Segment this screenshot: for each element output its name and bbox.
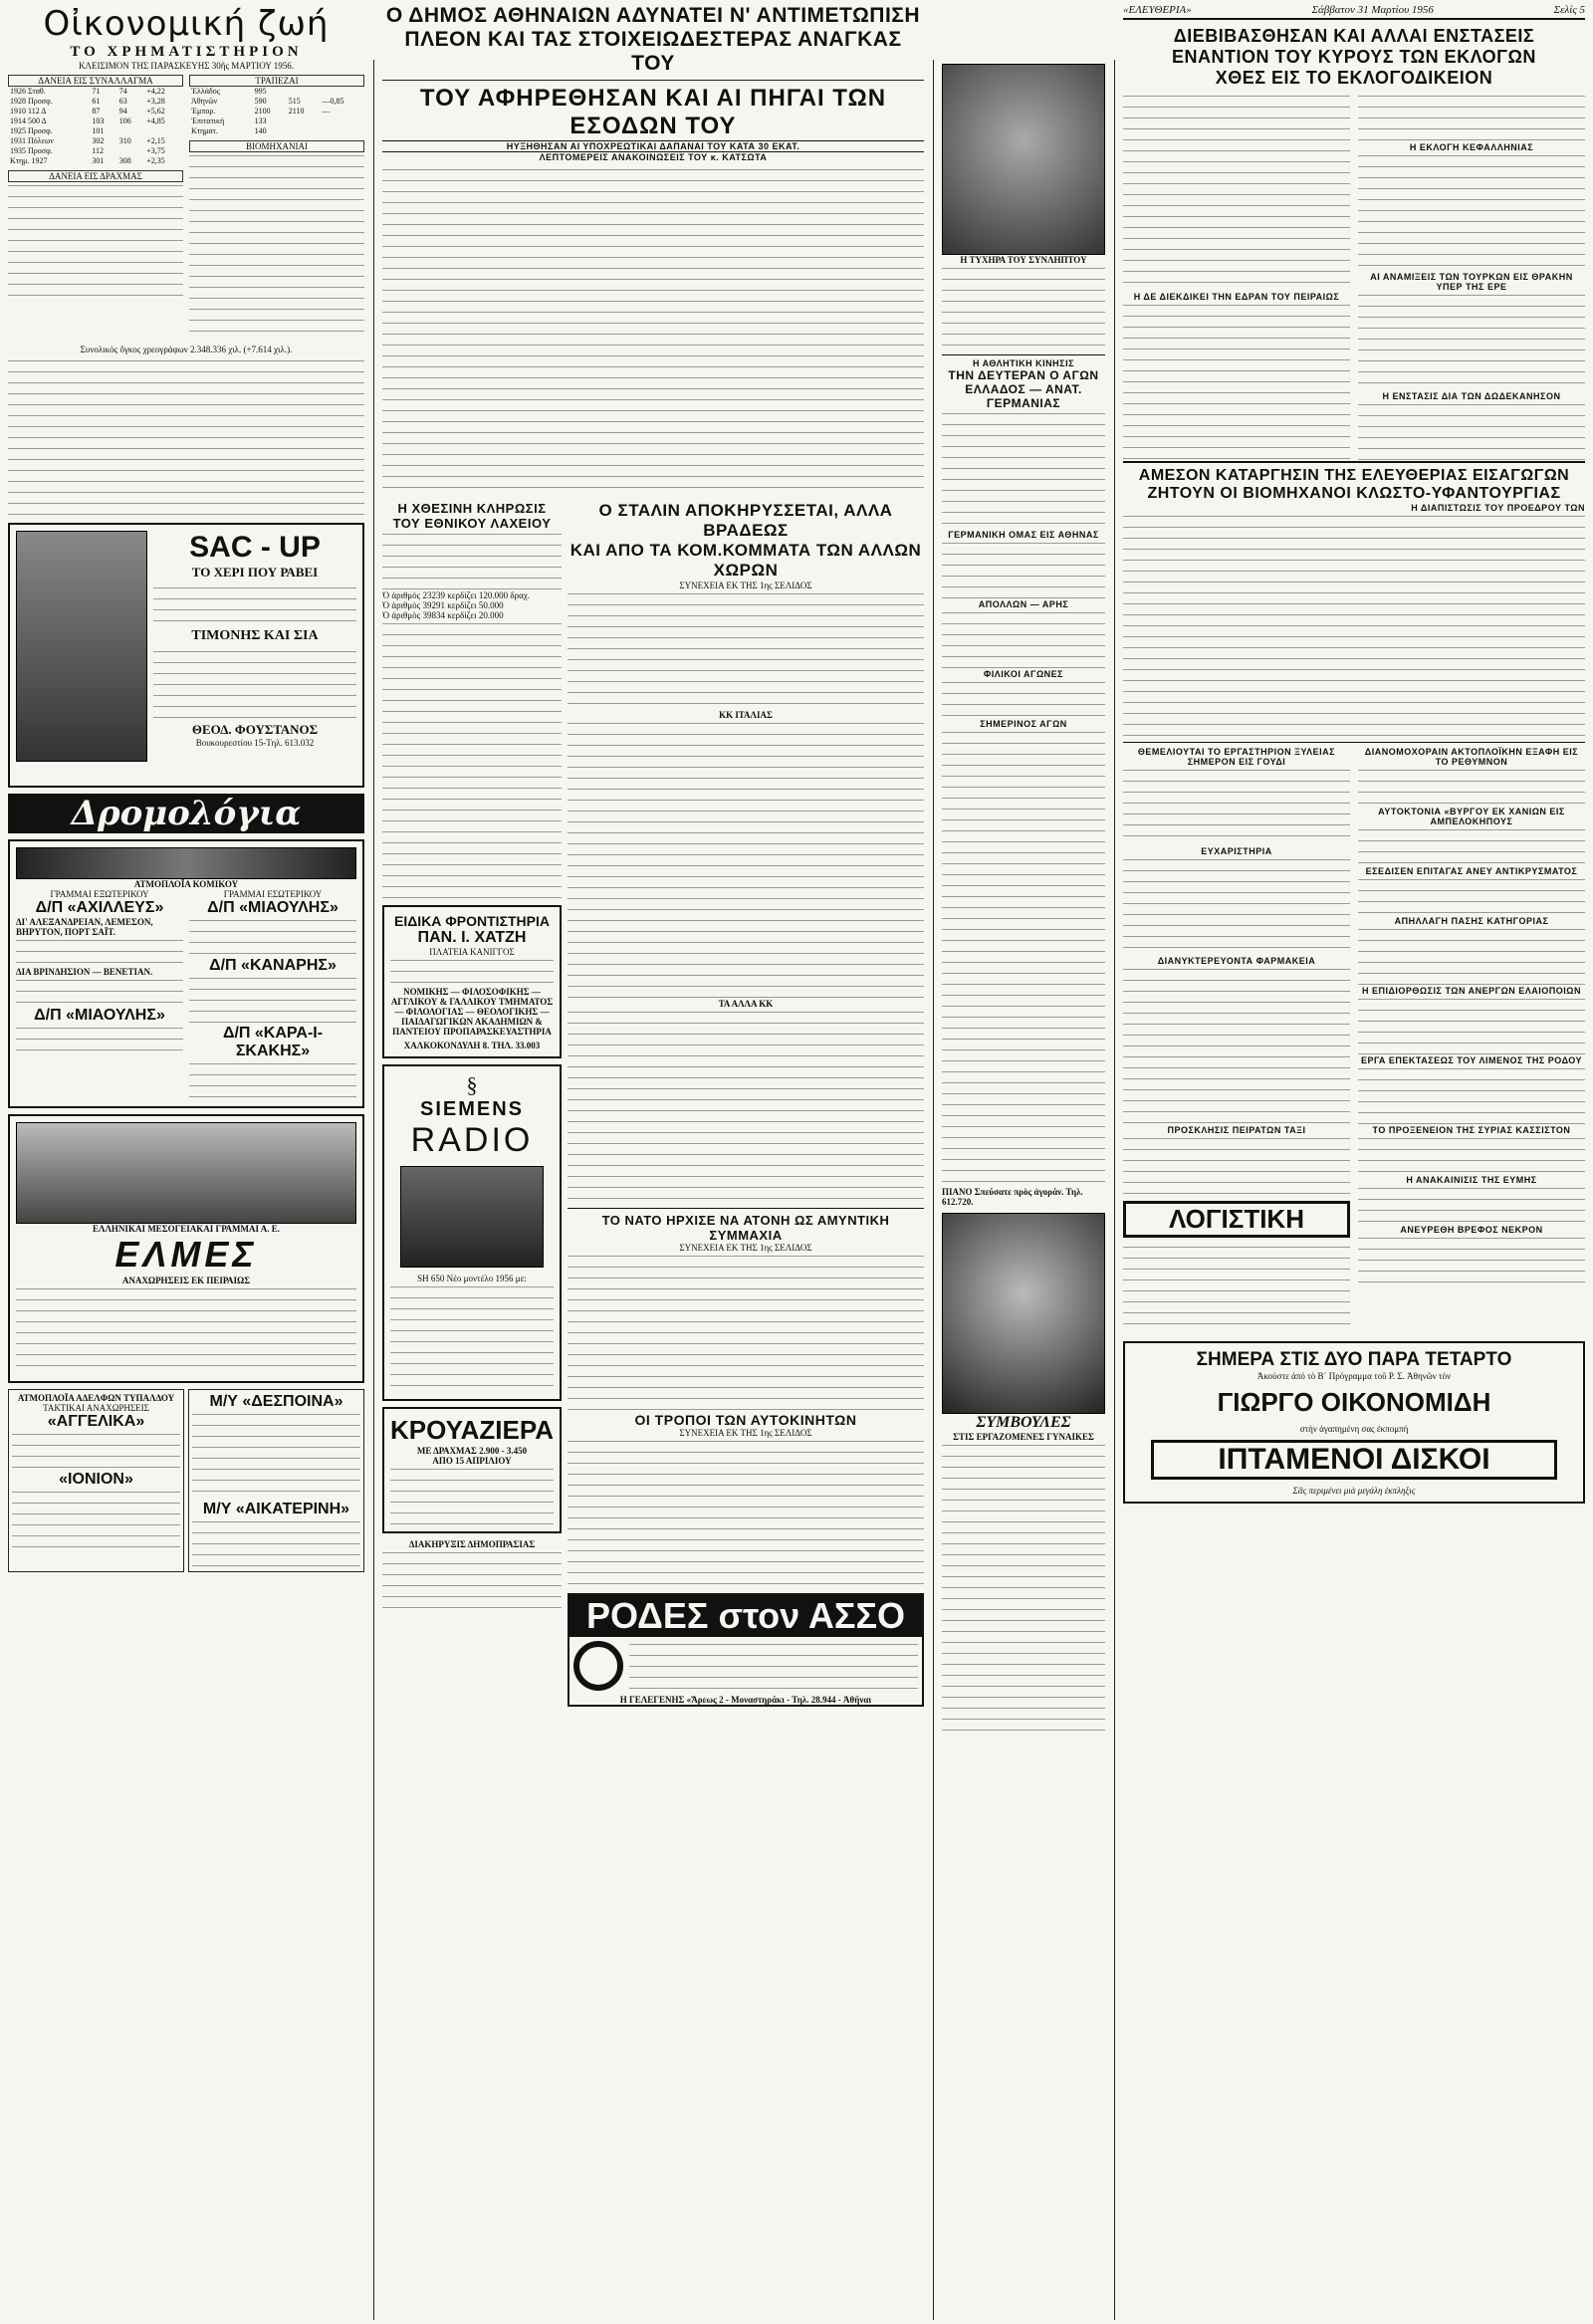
crete: ΔΙΑΝΟΜΟΧΟΡΑΙΝ ΑΚΤΟΠΛΟΪΚΗΝ ΕΞΑΦΗ ΕΙΣ ΤΟ ΡΕΘΥΜΝΟΝ — [1364, 747, 1579, 767]
table-cell: Ἐπιτατική — [191, 116, 225, 125]
drachma-title: ΔΑΝΕΙΑ ΕΙΣ ΔΡΑΧΜΑΣ — [8, 170, 183, 182]
kk-italy: ΚΚ ΙΤΑΛΙΑΣ — [719, 710, 773, 720]
kk-other: ΤΑ ΑΛΛΑ ΚΚ — [718, 999, 774, 1009]
elections-headline-1: ΔΙΕΒΙΒΑΣΘΗΣΑΝ ΚΑΙ ΑΛΛΑΙ ΕΝΣΤΑΣΕΙΣ — [1173, 26, 1535, 46]
table-cell: 995 — [254, 87, 267, 96]
advice-title: ΣΥΜΒΟΥΛΕΣ — [976, 1414, 1071, 1431]
table-cell: Κτημ. 1927 — [10, 156, 48, 165]
elmes-title: ΕΛΜΕΣ — [114, 1234, 258, 1275]
table-cell: 1914 500 Δ — [10, 116, 47, 125]
komikou-title: ΑΤΜΟΠΛΟΪΑ ΚΟΜΙΚΟΥ — [133, 879, 239, 889]
piano-ad: ΠΙΑΝΟ Σπεύσατε πρὸς ἀγοράν. Τηλ. 612.720. — [942, 1187, 1083, 1207]
table-cell: 1925 Προσφ. — [10, 126, 53, 135]
table-cell: 74 — [118, 87, 127, 96]
table-row — [189, 87, 364, 97]
komikou-ad — [8, 839, 364, 1108]
table-cell: 103 — [92, 116, 105, 125]
turks: ΑΙ ΑΝΑΜΙΞΕΙΣ ΤΩΝ ΤΟΥΡΚΩΝ ΕΙΣ ΘΡΑΚΗΝ ΥΠΕΡ ΤΗΣ ΕΡΕ — [1370, 272, 1573, 292]
table-cell: Κτηματ. — [191, 126, 218, 135]
ship-image — [16, 847, 356, 879]
page-number: Σελίς 5 — [1553, 4, 1585, 16]
table-cell: 94 — [118, 107, 127, 116]
apollon-match: ΑΠΟΛΛΩΝ — ΑΡΗΣ — [978, 599, 1069, 609]
automotive: ΑΥΤΟΚΤΟΝΙΑ «ΒΥΡΓΟΥ ΕΚ ΧΑΝΙΩΝ ΕΙΣ ΑΜΠΕΛΟΚΗΠΟΥΣ — [1378, 807, 1565, 826]
stalin-headline-1: Ο ΣΤΑΛΙΝ ΑΠΟΚΗΡΥΣΣΕΤΑΙ, ΑΛΛΑ ΒΡΑΔΕΩΣ — [598, 501, 893, 540]
main-kicker: ΛΕΠΤΟΜΕΡΕΙΣ ΑΝΑΚΟΙΝΩΣΕΙΣ ΤΟΥ κ. ΚΑΤΣΩΤΑ — [539, 152, 768, 162]
table-cell: 590 — [254, 97, 267, 106]
table-cell — [117, 146, 144, 156]
table-cell: +3,75 — [146, 146, 165, 155]
table-row — [189, 116, 364, 126]
sacup-ad — [8, 523, 364, 788]
census: ΘΕΜΕΛΙΟΥΤΑΙ ΤΟ ΕΡΓΑΣΤΗΡΙΟΝ ΞΥΛΕΙΑΣ ΣΗΜΕΡΟΝ ΕΙΣ ΓΟΥΔΙ — [1137, 747, 1336, 767]
frontistiria-ad — [382, 905, 562, 1058]
piraeus-taxi: ΠΡΟΣΚΛΗΣΙΣ ΠΕΙΡΑΤΩΝ ΤΑΞΙ — [1167, 1125, 1306, 1135]
table-cell — [321, 126, 365, 136]
radio-show-ad — [1123, 1341, 1585, 1504]
table-cell — [287, 116, 321, 126]
logistiki-title: ΛΟΓΙΣΤΙΚΗ — [1123, 1201, 1350, 1238]
table-row — [8, 126, 183, 136]
economidis: ΓΙΩΡΓΟ ΟΙΚΟΝΟΜΙΔΗ — [1217, 1387, 1491, 1417]
sacup-subtitle: ΤΟ ΧΕΡΙ ΠΟΥ ΡΑΒΕΙ — [191, 565, 319, 580]
table-cell: Ἑλλάδος — [191, 87, 220, 96]
table-cell: 1931 Πόλεων — [10, 136, 54, 145]
table-row — [189, 126, 364, 136]
table-cell: —0,85 — [322, 97, 344, 106]
table-cell: 71 — [92, 87, 101, 96]
krouaziera-ad — [382, 1407, 562, 1533]
schedules-header: Δρομολόγια — [8, 794, 364, 833]
sacup-title: SAC - UP — [189, 531, 321, 564]
krouaziera-title: ΚΡΟΥΑΖΙΕΡΑ — [390, 1415, 555, 1445]
man-portrait — [942, 1213, 1105, 1414]
table-row — [8, 87, 183, 97]
economy-subtitle: ΤΟ ΧΡΗΜΑΤΙΣΤΗΡΙΟΝ — [70, 44, 303, 60]
table-cell — [321, 87, 365, 97]
table-cell: +5,62 — [146, 107, 165, 116]
table-cell: 301 — [92, 156, 105, 165]
german-boxers: ΓΕΡΜΑΝΙΚΗ ΟΜΑΣ ΕΙΣ ΑΘΗΝΑΣ — [948, 530, 1099, 540]
main-headline-2: ΠΛΕΟΝ ΚΑΙ ΤΑΣ ΣΤΟΙΧΕΙΩΔΕΣΤΕΡΑΣ ΑΝΑΓΚΑΣ ΤΟΥ — [404, 28, 902, 75]
table-cell: 1935 Προσφ. — [10, 146, 53, 155]
industry-headline-2: ΖΗΤΟΥΝ ΟΙ ΒΙΟΜΗΧΑΝΟΙ ΚΛΩΣΤΟ-ΥΦΑΝΤΟΥΡΓΙΑΣ — [1147, 485, 1561, 502]
pireus-ere: Η ΔΕ ΔΙΕΚΔΙΚΕΙ ΤΗΝ ΕΔΡΑΝ ΤΟΥ ΠΕΙΡΑΙΩΣ — [1133, 292, 1340, 302]
column-right — [1115, 0, 1593, 1513]
rhodes-ad — [568, 1593, 924, 1707]
flying-disks: ΙΠΤΑΜΕΝΟΙ ΔΙΣΚΟΙ — [1151, 1440, 1557, 1480]
ship-miaoulis: Δ/Π «ΜΙΑΟΥΛΗΣ» — [34, 1007, 165, 1024]
table-cell — [117, 126, 144, 136]
stalin-headline-2: ΚΑΙ ΑΠΟ ΤΑ ΚΟΜ.ΚΟΜΜΑΤΑ ΤΩΝ ΑΛΛΩΝ ΧΩΡΩΝ — [569, 541, 922, 580]
lottery-draw: Ὁ ἀριθμὸς 39291 κερδίζει 50.000 — [382, 600, 504, 610]
sacup-owner: ΘΕΟΔ. ΦΟΥΣΤΑΝΟΣ — [191, 722, 319, 737]
table-cell: 63 — [118, 97, 127, 106]
stalin-continued: ΣΥΝΕΧΕΙΑ ΕΚ ΤΗΣ 1ης ΣΕΛΙΔΟΣ — [679, 581, 812, 590]
table-cell: 302 — [92, 136, 105, 145]
column-main — [374, 0, 932, 1711]
table-row — [8, 97, 183, 107]
siemens-title: SIEMENS — [419, 1098, 525, 1120]
kefalonia: Η ΕΚΛΟΓΗ ΚΕΦΑΛΛΗΝΙΑΣ — [1409, 142, 1534, 152]
sports-headline: Η ΑΘΛΗΤΙΚΗ ΚΙΝΗΣΙΣ — [942, 354, 1105, 368]
table-cell: Ἐμπορ. — [191, 107, 216, 116]
table-row — [189, 107, 364, 116]
brindisi-route: ΔΙΑ ΒΡΙΝΔΗΣΙΟΝ — ΒΕΝΕΤΙΑΝ. — [16, 967, 153, 977]
table-row — [8, 107, 183, 116]
elmes-ship — [16, 1122, 356, 1224]
table-cell: 1928 Προσφ. — [10, 97, 53, 106]
table-cell: 1910 112 Δ — [10, 107, 47, 116]
table-cell — [287, 87, 321, 97]
radio-show-title: ΣΗΜΕΡΑ ΣΤΙΣ ΔΥΟ ΠΑΡΑ ΤΕΤΑΡΤΟ — [1196, 1349, 1512, 1370]
table-cell: 310 — [118, 136, 131, 145]
outer-lines: ΓΡΑΜΜΑΙ ΕΞΩΤΕΡΙΚΟΥ — [50, 889, 149, 899]
table-cell — [144, 126, 183, 136]
table-row — [8, 146, 183, 156]
economy-title: Οἰκονομική ζωή — [43, 4, 330, 44]
typaldou-ad — [8, 1389, 184, 1572]
table-cell: +4,85 — [146, 116, 165, 125]
rhodes-wheel-icon — [573, 1641, 623, 1691]
industry-headline-1: ΑΜΕΣΟΝ ΚΑΤΑΡΓΗΣΙΝ ΤΗΣ ΕΛΕΥΘΕΡΙΑΣ ΕΙΣΑΓΩΓΩΝ — [1123, 461, 1585, 485]
rhodes-address: Η ΓΕΛΕΓΕΝΗΣ «Ἄρεως 2 - Μοναστηράκι - Τηλ. 28.944 - Ἀθῆναι — [619, 1695, 872, 1705]
radio-image — [400, 1166, 544, 1268]
typaldou-title: ΑΤΜΟΠΛΟΪΑ ΑΔΕΛΦΩΝ ΤΥΠΑΛΔΟΥ — [17, 1393, 175, 1403]
favorite-show: στὴν ἀγαπημένη σας ἐκπομπή — [1299, 1424, 1409, 1434]
table-cell: +4,22 — [146, 87, 165, 96]
table-cell: +3,28 — [146, 97, 165, 106]
industry-subheadline: Η ΔΙΑΠΙΣΤΩΣΙΣ ΤΟΥ ΠΡΟΕΔΡΟΥ ΤΩΝ — [1411, 503, 1585, 513]
banks-title: ΤΡΑΠΕΖΑΙ — [189, 75, 364, 87]
thanks: ΕΥΧΑΡΙΣΤΗΡΙΑ — [1201, 846, 1272, 856]
siemens-logo-icon: § — [466, 1072, 478, 1097]
main-headline-1: Ο ΔΗΜΟΣ ΑΘΗΝΑΙΩΝ ΑΔΥΝΑΤΕΙ Ν' ΑΝΤΙΜΕΤΩΠΙΣΗ — [385, 4, 921, 27]
table-cell: 515 — [288, 97, 301, 106]
main-headline-3: ΤΟΥ ΑΦΗΡΕΘΗΣΑΝ ΚΑΙ ΑΙ ΠΗΓΑΙ ΤΩΝ ΕΣΟΔΩΝ ΤΟΥ — [419, 85, 887, 139]
table-cell: 1926 Σταθ. — [10, 87, 46, 96]
elections-headline-2: ΕΝΑΝΤΙΟΝ ΤΟΥ ΚΥΡΟΥΣ ΤΩΝ ΕΚΛΟΓΩΝ — [1172, 47, 1536, 67]
table-cell — [321, 116, 365, 126]
pharmacies: ΔΙΑΝΥΚΤΕΡΕΥΟΝΤΑ ΦΑΡΜΑΚΕΙΑ — [1157, 956, 1316, 966]
krouaziera-date: ΑΠΟ 15 ΑΠΡΙΛΙΟΥ — [432, 1456, 512, 1466]
nato-headline: ΤΟ ΝΑΤΟ ΗΡΧΙΣΕ ΝΑ ΑΤΟΝΗ ΩΣ ΑΜΥΝΤΙΚΗ ΣΥΜΜΑΧΙΑ — [568, 1208, 924, 1243]
radio-show-sub: Ἀκούστε ἀπό τὸ Β΄ Πρόγραμμα τοῦ Ρ. Σ. Ἀθηνῶν τὸν — [1256, 1371, 1452, 1381]
achilleus-route: ΔΙ' ΑΛΕΞΑΝΔΡΕΙΑΝ, ΛΕΜΕΣΟΝ, ΒΗΡΥΤΟΝ, ΠΟΡΤ ΣΑΪΤ. — [16, 917, 153, 937]
elmes-departures: ΑΝΑΧΩΡΗΣΕΙΣ ΕΚ ΠΕΙΡΑΙΩΣ — [121, 1276, 251, 1285]
advice-sub: ΣΤΙΣ ΕΡΓΑΖΟΜΕΝΕΣ ΓΥΝΑΙΚΕΣ — [953, 1432, 1094, 1442]
woman-photo — [942, 64, 1105, 255]
table-cell: 2100 — [254, 107, 271, 116]
ship-kanaris: Δ/Π «ΚΑΝΑΡΗΣ» — [209, 957, 337, 974]
elections-headline-3: ΧΘΕΣ ΕΙΣ ΤΟ ΕΚΛΟΓΟΔΙΚΕΙΟΝ — [1215, 68, 1493, 88]
table-cell: 308 — [118, 156, 131, 165]
table-cell: Ἀθηνῶν — [191, 97, 218, 106]
total-volume: Συνολικὸς ὄγκος χρεογράφων 2.348.336 χιλ. (+7.614 χιλ.). — [80, 345, 293, 354]
today-match: ΣΗΜΕΡΙΝΟΣ ΑΓΩΝ — [980, 719, 1067, 729]
ship-aikaterini: Μ/Υ «ΑΙΚΑΤΕΡΙΝΗ» — [202, 1501, 350, 1517]
economy-closing: ΚΛΕΙΣΙΜΟΝ ΤΗΣ ΠΑΡΑΣΚΕΥΗΣ 30ῆς ΜΑΡΤΙΟΥ 1956. — [79, 61, 294, 71]
table-row — [8, 156, 183, 166]
krouaziera-price: ΜΕ ΔΡΑΧΜΑΣ 2.900 - 3.450 — [416, 1446, 528, 1456]
elmes-lines: ΕΛΛΗΝΙΚΑΙ ΜΕΣΟΓΕΙΑΚΑΙ ΓΡΑΜΜΑΙ Α. Ε. — [93, 1224, 280, 1234]
brothers: Η ΑΝΑΚΑΙΝΙΣΙΣ ΤΗΣ ΕΥΜΗΣ — [1406, 1175, 1537, 1185]
friendly-matches: ΦΙΛΙΚΟΙ ΑΓΩΝΕΣ — [983, 669, 1064, 679]
hatzi-address: ΧΑΛΚΟΚΟΝΔΥΛΗ 8. ΤΗΛ. 33.003 — [403, 1041, 541, 1050]
table-cell: +2,35 — [146, 156, 165, 165]
table-cell: 101 — [92, 126, 105, 135]
siemens-ad — [382, 1064, 562, 1401]
ship-karaiskakis: Δ/Π «ΚΑΡΑ-Ι-ΣΚΑΚΗΣ» — [222, 1025, 324, 1059]
lottery-headline: Η ΧΘΕΣΙΝΗ ΚΛΗΡΩΣΙΣ ΤΟΥ ΕΘΝΙΚΟΥ ΛΑΧΕΙΟΥ — [392, 501, 552, 531]
traffic-continued: ΣΥΝΕΧΕΙΑ ΕΚ ΤΗΣ 1ης ΣΕΛΙΔΟΣ — [679, 1428, 812, 1438]
despoina-ad — [188, 1389, 364, 1572]
column-sports — [934, 0, 1113, 1744]
loans-title: ΔΑΝΕΙΑ ΕΙΣ ΣΥΝΑΛΛΑΓΜΑ — [8, 75, 183, 87]
table-cell — [287, 126, 321, 136]
returns: Η ΕΠΙΔΙΟΡΘΩΣΙΣ ΤΩΝ ΑΝΕΡΓΩΝ ΕΛΑΙΟΠΟΙΩΝ — [1361, 986, 1582, 996]
elmes-ad — [8, 1114, 364, 1383]
table-cell: 87 — [92, 107, 101, 116]
table-cell: 133 — [254, 116, 267, 125]
hatzi-name: ΠΑΝ. Ι. ΧΑΤΖΗ — [417, 929, 527, 946]
table-cell: 106 — [118, 116, 131, 125]
table-row — [8, 136, 183, 146]
traffic-headline: ΟΙ ΤΡΟΠΟΙ ΤΩΝ ΑΥΤΟΚΙΝΗΤΩΝ — [634, 1412, 857, 1428]
typaldou-sub: ΤΑΚΤΙΚΑΙ ΑΝΑΧΩΡΗΣΕΙΣ — [43, 1403, 149, 1413]
photo-caption: Η ΤΥΧΗΡΑ ΤΟΥ ΣΥΝΛΗΠΤΟΥ — [960, 255, 1087, 265]
radio-title: RADIO — [410, 1121, 534, 1159]
table-cell: 112 — [92, 146, 105, 155]
siemens-model: SH 650 Νέο μοντέλο 1956 με: — [417, 1274, 527, 1283]
ship-despoina: Μ/Υ «ΔΕΣΠΟΙΝΑ» — [209, 1393, 343, 1410]
auction-title: ΔΙΑΚΗΡΥΞΙΣ ΔΗΜΟΠΡΑΣΙΑΣ — [408, 1539, 536, 1549]
kanigos: ΠΛΑΤΕΙΑ ΚΑΝΙΓΓΟΣ — [429, 947, 515, 957]
body-found: ΑΝΕΥΡΕΘΗ ΒΡΕΦΟΣ ΝΕΚΡΟΝ — [1400, 1225, 1543, 1235]
table-cell: 2110 — [288, 107, 305, 116]
lottery-draw: Ὁ ἀριθμὸς 39834 κερδίζει 20.000 — [382, 610, 504, 620]
ship-miaoulis-inner: Δ/Π «ΜΙΑΟΥΛΗΣ» — [207, 899, 339, 916]
works: ΕΡΓΑ ΕΠΕΚΤΑΣΕΩΣ ΤΟΥ ΛΙΜΕΝΟΣ ΤΗΣ ΡΟΔΟΥ — [1360, 1055, 1583, 1065]
table-cell: 140 — [254, 126, 267, 135]
main-subheadline: ΗΥΞΗΘΗΣΑΝ ΑΙ ΥΠΟΧΡΕΩΤΙΚΑΙ ΔΑΠΑΝΑΙ ΤΟΥ ΚΑΤΑ 30 ΕΚΑΤ. — [382, 140, 924, 152]
frontistiria-desc: ΝΟΜΙΚΗΣ — ΦΙΛΟΣΟΦΙΚΗΣ — ΑΓΓΛΙΚΟΥ & ΓΑΛΛΙΚΟΥ ΤΜΗΜΑΤΟΣ — ΦΙΛΟΛΟΓΙΑΣ — ΘΕΟΛΟΓΙΚΗΣ — ΠΑΙΔΑΓΩΓΙΚΩΝ ΑΚΑΔΗΜΙΩΝ & ΠΑΝΤΕΙΟΥ ΠΡΟΠΑΡΑΣΚΕΥΑΣΤΗΡΙΑ — [390, 987, 554, 1037]
table-row — [8, 116, 183, 126]
lottery-draw: Ὁ ἀριθμὸς 23239 κερδίζει 120.000 δραχ. — [382, 590, 531, 600]
ship-aggeliki: «ΑΓΓΕΛΙΚΑ» — [47, 1413, 145, 1430]
issue-date: Σάββατον 31 Μαρτίου 1956 — [1311, 4, 1434, 16]
ship-achilleus: Δ/Π «ΑΧΙΛΛΕΥΣ» — [35, 899, 164, 916]
proxenia: ΤΟ ΠΡΟΞΕΝΕΙΟΝ ΤΗΣ ΣΥΡΙΑΣ ΚΑΣΣΙΣΤΟΝ — [1372, 1125, 1571, 1135]
industry-title: ΒΙΟΜΗΧΑΝΙΑΙ — [189, 140, 364, 152]
column-economy — [0, 0, 372, 1576]
waiting: Σᾶς περιμένει μιὰ μεγάλη ἐκπληξις — [1292, 1486, 1416, 1496]
sacup-company: ΤΙΜΟΝΗΣ ΚΑΙ ΣΙΑ — [191, 628, 319, 643]
newspaper-name: «ΕΛΕΥΘΕΡΙΑ» — [1123, 4, 1192, 16]
ship-ionion: «ΙΟΝΙΟΝ» — [59, 1471, 133, 1488]
inner-lines: ΓΡΑΜΜΑΙ ΕΣΩΤΕΡΙΚΟΥ — [223, 889, 323, 899]
table-cell: +2,15 — [146, 136, 165, 145]
sewing-photo — [16, 531, 147, 762]
rhodes-title: ΡΟΔΕΣ στον ΑΣΣΟ — [569, 1595, 922, 1637]
nato-continued: ΣΥΝΕΧΕΙΑ ΕΚ ΤΗΣ 1ης ΣΕΛΙΔΟΣ — [679, 1243, 812, 1253]
table-cell: 61 — [92, 97, 101, 106]
banks-table — [189, 87, 364, 136]
arrest: ΑΠΗΛΛΑΓΗ ΠΑΣΗΣ ΚΑΤΗΓΟΡΙΑΣ — [1394, 916, 1549, 926]
table-cell: — — [322, 107, 331, 116]
grants: ΕΣΕΔΙΣΕΝ ΕΠΙΤΑΓΑΣ ΑΝΕΥ ΑΝΤΙΚΡΥΣΜΑΤΟΣ — [1365, 866, 1578, 876]
objection: Η ΕΝΣΤΑΣΙΣ ΔΙΑ ΤΩΝ ΔΩΔΕΚΑΝΗΣΟΝ — [1382, 391, 1561, 401]
loans-table — [8, 87, 183, 166]
sports-subheadline: ΤΗΝ ΔΕΥΤΕΡΑΝ Ο ΑΓΩΝ ΕΛΛΑΔΟΣ — ΑΝΑΤ. ΓΕΡΜΑΝΙΑΣ — [948, 368, 1099, 410]
frontistiria-title: ΕΙΔΙΚΑ ΦΡΟΝΤΙΣΤΗΡΙΑ — [394, 913, 550, 929]
table-row — [189, 97, 364, 107]
sacup-address: Βουκουρεστίου 15-Τηλ. 613.032 — [195, 738, 315, 748]
